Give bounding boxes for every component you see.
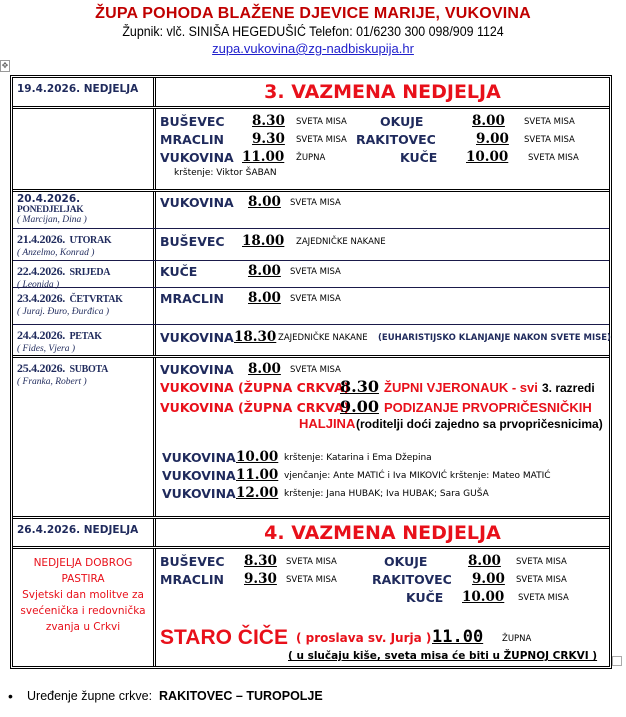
email-link[interactable]: zupa.vukovina@zg-nadbiskupija.hr bbox=[212, 41, 414, 56]
mass-place: KUČE bbox=[160, 264, 198, 279]
weekday-day: SRIJEDA bbox=[69, 267, 111, 278]
event-place: VUKOVINA bbox=[162, 468, 236, 483]
mass-time: 18.30 bbox=[234, 329, 277, 345]
mass-place: VUKOVINA bbox=[160, 150, 234, 165]
rain-note: ( u slučaju kiše, sveta misa će biti u ŽUPNOJ CRKVI ) bbox=[288, 650, 598, 662]
parish-title: ŽUPA POHODA BLAŽENE DJEVICE MARIJE, VUKOVINA bbox=[95, 5, 531, 22]
event-time: 10.00 bbox=[236, 449, 279, 465]
event-place: VUKOVINA bbox=[162, 450, 236, 465]
title-cell bbox=[156, 78, 609, 106]
catechism-grade: 3. razredi bbox=[542, 381, 595, 395]
mass-cell bbox=[156, 261, 609, 287]
mass-type: SVETA MISA bbox=[290, 267, 341, 277]
weekday-day: ČETVRTAK bbox=[69, 294, 123, 305]
footer-value: RAKITOVEC – TUROPOLJE bbox=[159, 689, 323, 703]
adoration-note: (EUHARISTIJSKO KLANJANJE NAKON SVETE MISE) bbox=[378, 333, 611, 343]
move-handle-icon[interactable]: ✥ bbox=[1, 61, 9, 70]
pastor-sunday-line: Svjetski dan molitve za bbox=[22, 589, 144, 601]
sunday1-title: 3. VAZMENA NEDJELJA bbox=[264, 81, 501, 103]
event-note: krštenje: Katarina i Ema Džepina bbox=[284, 453, 432, 463]
mass-time: 8.00 bbox=[248, 194, 281, 210]
parish-email bbox=[0, 41, 626, 56]
sunday2-date: 26.4.2026. NEDJELJA bbox=[17, 524, 139, 536]
date-cell bbox=[13, 261, 156, 290]
mass-place: KUČE bbox=[400, 150, 438, 165]
mass-type: SVETA MISA bbox=[516, 575, 567, 585]
table-resize-handle[interactable] bbox=[612, 656, 622, 666]
weekday-row bbox=[13, 192, 609, 229]
mass-cell bbox=[156, 229, 609, 260]
mass-time: 8.00 bbox=[248, 361, 281, 377]
saturday-date: 25.4.2026. bbox=[17, 361, 66, 375]
mass-place: RAKITOVEC bbox=[356, 132, 436, 147]
date-cell bbox=[13, 325, 156, 355]
mass-place: OKUJE bbox=[384, 554, 428, 569]
mass-time: 9.30 bbox=[252, 131, 285, 147]
mass-type: SVETA MISA bbox=[290, 294, 341, 304]
weekday-day: PONEDJELJAK bbox=[17, 205, 84, 215]
mass-place: MRACLIN bbox=[160, 291, 224, 306]
mass-place: OKUJE bbox=[380, 114, 424, 129]
bullet-icon: • bbox=[8, 688, 13, 704]
mass-type: SVETA MISA bbox=[518, 593, 569, 603]
mass-cell bbox=[156, 325, 609, 355]
catechism-text: ŽUPNI VJERONAUK - svi bbox=[384, 380, 538, 395]
special-mass-place: STARO ČIČE bbox=[160, 626, 288, 649]
mass-type: ZAJEDNIČKE NAKANE bbox=[278, 333, 368, 343]
robes-text-2: HALJINA bbox=[299, 416, 356, 431]
parish-contact: Župnik: vlč. SINIŠA HEGEDUŠIĆ Telefon: 01/6230 300 098/909 1124 bbox=[122, 24, 504, 39]
weekday-row bbox=[13, 261, 609, 288]
mass-place: MRACLIN bbox=[160, 572, 224, 587]
event-time: 11.00 bbox=[236, 467, 279, 483]
mass-type: SVETA MISA bbox=[286, 575, 337, 585]
weekday-day: PETAK bbox=[69, 331, 102, 342]
mass-time: 10.00 bbox=[466, 149, 509, 165]
weekday-date: 20.4.2026. bbox=[17, 193, 81, 205]
mass-time: 8.30 bbox=[252, 113, 285, 129]
mass-time: 10.00 bbox=[462, 589, 505, 605]
pastor-sunday-line: PASTIRA bbox=[61, 573, 105, 585]
weekday-date: 22.4.2026. bbox=[17, 264, 66, 278]
mass-type: SVETA MISA bbox=[524, 135, 575, 145]
sunday2-body-row bbox=[13, 549, 609, 666]
mass-place: VUKOVINA bbox=[160, 195, 234, 210]
weekday-saints: ( Anzelmo, Konrad ) bbox=[17, 248, 95, 258]
mass-time: 11.00 bbox=[242, 149, 285, 165]
mass-type: SVETA MISA bbox=[296, 135, 347, 145]
mass-time: 8.00 bbox=[248, 290, 281, 306]
catechism-place: VUKOVINA (ŽUPNA CRKVA) bbox=[160, 380, 350, 395]
mass-type: ŽUPNA bbox=[296, 153, 326, 163]
mass-place: BUŠEVEC bbox=[160, 554, 225, 569]
mass-time: 8.00 bbox=[468, 553, 501, 569]
mass-time: 18.00 bbox=[242, 233, 285, 249]
saturday-row bbox=[13, 358, 609, 519]
pastor-sunday-line: svećenička i redovnička bbox=[20, 605, 146, 617]
mass-time: 9.30 bbox=[244, 571, 277, 587]
mass-place: VUKOVINA bbox=[160, 330, 234, 345]
special-mass-time: 11.00 bbox=[432, 627, 484, 647]
mass-time: 8.30 bbox=[244, 553, 277, 569]
mass-type: SVETA MISA bbox=[286, 557, 337, 567]
mass-type: SVETA MISA bbox=[296, 117, 347, 127]
robes-time: 9.00 bbox=[340, 397, 379, 416]
special-mass-desc: ( proslava sv. Jurja ) bbox=[296, 631, 432, 645]
mass-time: 8.00 bbox=[472, 113, 505, 129]
date-cell bbox=[13, 192, 156, 228]
date-cell bbox=[13, 288, 156, 324]
mass-place: VUKOVINA bbox=[160, 362, 234, 377]
special-mass-type: ŽUPNA bbox=[502, 634, 532, 644]
pastor-sunday-cell bbox=[13, 549, 156, 666]
mass-place: KUČE bbox=[406, 590, 444, 605]
mass-place: BUŠEVEC bbox=[160, 234, 225, 249]
saturday-saints: ( Franka, Robert ) bbox=[17, 377, 87, 387]
footer-label: Uređenje župne crkve: bbox=[27, 689, 153, 703]
baptism-note: krštenje: Viktor ŠABAN bbox=[174, 168, 277, 178]
mass-place: BUŠEVEC bbox=[160, 114, 225, 129]
empty-cell bbox=[13, 109, 156, 189]
mass-time: 8.00 bbox=[248, 263, 281, 279]
sunday2-title: 4. VAZMENA NEDJELJA bbox=[264, 522, 501, 544]
robes-note: (roditelji doći zajedno sa prvopričesnicima) bbox=[356, 417, 603, 431]
mass-cell bbox=[156, 549, 609, 666]
sunday1-date: 19.4.2026. NEDJELJA bbox=[17, 83, 139, 95]
event-note: krštenje: Jana HUBAK; Iva HUBAK; Sara GUŠA bbox=[284, 489, 489, 499]
weekday-day: UTORAK bbox=[69, 235, 112, 246]
weekday-saints: ( Marcijan, Dina ) bbox=[17, 215, 87, 225]
date-cell bbox=[13, 78, 156, 106]
event-time: 12.00 bbox=[236, 485, 279, 501]
mass-place: MRACLIN bbox=[160, 132, 224, 147]
mass-cell bbox=[156, 109, 609, 189]
weekday-saints: ( Fides, Vjera ) bbox=[17, 344, 76, 354]
event-place: VUKOVINA bbox=[162, 486, 236, 501]
schedule-table bbox=[10, 75, 612, 669]
title-cell bbox=[156, 519, 609, 546]
sunday2-header-row bbox=[13, 519, 609, 549]
mass-type: SVETA MISA bbox=[524, 117, 575, 127]
weekday-row bbox=[13, 288, 609, 325]
robes-text: PODIZANJE PRVOPRIČESNIČKIH bbox=[384, 400, 592, 415]
robes-place: VUKOVINA (ŽUPNA CRKVA) bbox=[160, 400, 350, 415]
pastor-sunday-line: NEDJELJA DOBROG bbox=[33, 557, 133, 569]
footer-note bbox=[27, 689, 323, 703]
mass-cell bbox=[156, 192, 609, 228]
date-cell bbox=[13, 519, 156, 546]
weekday-date: 21.4.2026. bbox=[17, 232, 66, 246]
weekday-saints: ( Juraj. Đuro, Đurđica ) bbox=[17, 307, 109, 317]
sunday1-header-row bbox=[13, 78, 609, 109]
weekday-row bbox=[13, 229, 609, 261]
mass-type: SVETA MISA bbox=[528, 153, 579, 163]
mass-time: 9.00 bbox=[472, 571, 505, 587]
saturday-cell bbox=[156, 358, 609, 516]
sunday1-body-row bbox=[13, 109, 609, 192]
pastor-sunday-line: zvanja u Crkvi bbox=[45, 621, 121, 633]
date-cell bbox=[13, 358, 156, 516]
mass-type: SVETA MISA bbox=[290, 198, 341, 208]
weekday-saints: ( Leonida ) bbox=[17, 280, 60, 290]
catechism-time: 8.30 bbox=[340, 377, 379, 396]
date-cell bbox=[13, 229, 156, 260]
weekday-date: 23.4.2026. bbox=[17, 291, 66, 305]
mass-place: RAKITOVEC bbox=[372, 572, 452, 587]
mass-type: SVETA MISA bbox=[516, 557, 567, 567]
weekday-date: 24.4.2026. bbox=[17, 328, 66, 342]
mass-time: 9.00 bbox=[476, 131, 509, 147]
mass-type: SVETA MISA bbox=[290, 365, 341, 375]
mass-cell bbox=[156, 288, 609, 324]
weekday-row bbox=[13, 325, 609, 358]
mass-type: ZAJEDNIČKE NAKANE bbox=[296, 237, 386, 247]
event-note: vjenčanje: Ante MATIĆ i Iva MIKOVIĆ krštenje: Mateo MATIĆ bbox=[284, 471, 551, 481]
saturday-day: SUBOTA bbox=[69, 364, 109, 375]
